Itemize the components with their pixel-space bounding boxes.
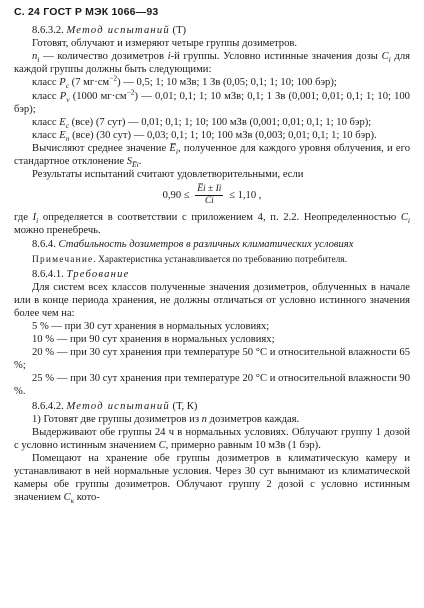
text-run: Готовят, облучают и измеряют четыре группы дозиметров. <box>32 38 298 50</box>
text-run: (1000 мг·см <box>69 90 127 102</box>
paragraph-p7 <box>14 129 410 142</box>
text-run: 1) Готовят две группы дозиметров из <box>32 413 202 425</box>
formula-left: 0,90 ≤ <box>162 190 193 202</box>
text-run: i <box>37 55 40 65</box>
text-run: i <box>388 55 391 65</box>
text-run: P <box>59 90 67 102</box>
text-run: i <box>407 216 410 226</box>
text-run: Метод испытаний <box>66 400 170 412</box>
text-run: . <box>138 156 142 168</box>
text-run: C <box>158 439 166 451</box>
paragraph-q2 <box>14 238 410 251</box>
text-run: можно пренебречь. <box>14 225 101 237</box>
text-run: Вычисляют среднее значение <box>32 142 170 154</box>
text-run: класс <box>32 90 60 102</box>
paragraph-p4 <box>14 73 410 91</box>
text-run: (все) (7 сут) — 0,01; 0,1; 1; 10; 100 мЗв (0,001; 0,01; 0,1; 1; 10 бэр); <box>69 116 372 128</box>
acceptance-formula <box>14 184 410 207</box>
text-run: класс <box>32 129 60 141</box>
text-run: Требование <box>66 268 130 280</box>
formula-right: ≤ 1,10 , <box>229 190 262 202</box>
text-run: к <box>70 496 75 506</box>
paragraph-q4 <box>14 268 410 281</box>
text-run: n <box>65 133 70 143</box>
text-run: E̅ <box>169 142 176 154</box>
paragraph-q5 <box>14 281 410 320</box>
text-run: 5 % — при 30 сут хранения в нормальных условиях; <box>32 320 270 332</box>
paragraph-q3 <box>14 254 410 267</box>
text-run: , полученное для каждого уровня облучения, и его стандартное отклонение <box>14 142 410 168</box>
text-run: E <box>59 116 66 128</box>
text-run: S <box>126 156 133 168</box>
text-run: , примерно равным 10 мЗв (1 бэр). <box>165 439 321 451</box>
paragraph-q6 <box>14 320 410 333</box>
text-run: i <box>175 147 178 157</box>
text-run: Результаты испытаний считают удовлетворительными, если <box>32 169 304 181</box>
text-run: 25 % — при 30 сут хранения при температуре 20 °С и относительной влажности 90 %. <box>14 373 410 398</box>
text-run: определяется в соответствии с приложением 4, п. 2.2. Неопределенностью <box>38 212 401 224</box>
page-header: С. 24 ГОСТ Р МЭК 1066—93 <box>14 6 159 18</box>
text-run: -й группы. Условно истинные значения дозы <box>170 51 382 63</box>
text-run: (Т, К) <box>169 400 198 412</box>
paragraph-p3 <box>14 50 410 76</box>
text-run: кото- <box>74 492 100 504</box>
text-run: 8.6.4.1. <box>32 268 67 280</box>
paragraph-p8 <box>14 142 410 168</box>
text-run: . Характеристика устанавливается по требованию потребителя. <box>93 254 347 265</box>
text-run: c <box>65 81 70 91</box>
paragraph-p2 <box>14 37 410 50</box>
text-run: Стабильность дозиметров в различных климатических условиях <box>58 239 354 251</box>
text-run: Метод испытаний <box>66 25 170 37</box>
text-run: (7 мг·см <box>69 77 110 89</box>
paragraph-q9 <box>14 372 410 398</box>
text-block-upper <box>14 24 410 181</box>
text-run: — количество дозиметров <box>39 51 168 63</box>
paragraph-q11 <box>14 413 410 426</box>
paragraph-q12 <box>14 426 410 452</box>
paragraph-q13 <box>14 452 410 504</box>
text-run: E̅i <box>132 160 139 170</box>
text-run: c <box>65 120 70 130</box>
paragraph-p9 <box>14 168 410 181</box>
text-run: C <box>381 51 389 63</box>
text-run: P <box>59 77 66 89</box>
paragraph-q8 <box>14 346 410 372</box>
text-run: −2 <box>126 87 135 97</box>
formula-numerator: E̅i ± Ii <box>197 184 222 195</box>
text-run: C <box>63 492 71 504</box>
text-block-lower <box>14 211 410 504</box>
text-run: I <box>32 212 37 224</box>
text-run: класс <box>32 116 60 128</box>
text-run: Для систем всех классов полученные значения дозиметров, облученных в начале или в конце периода хранения, не должны отличаться от условно истинного значения более чем на: <box>14 281 410 319</box>
text-run: n <box>32 51 38 63</box>
text-run: C <box>400 212 408 224</box>
text-run: класс <box>32 77 60 89</box>
text-run: 8.6.4. <box>32 239 59 251</box>
paragraph-p6 <box>14 116 410 129</box>
text-run: Помещают на хранение обе группы дозиметров в климатическую камеру и устанавливают в ней нормальные условия. Через 30 сут вынимают из климатической камеры обе группы дозиметров. Облучают группу 2 дозой с условно истинным значением <box>14 452 410 504</box>
formula-fraction <box>195 184 223 207</box>
paragraph-p1 <box>14 24 410 37</box>
text-run: где <box>14 212 33 224</box>
text-run: i <box>167 51 171 63</box>
text-run: для каждой группы должны быть следующими: <box>14 51 410 76</box>
text-run: ) — 0,01; 0,1; 1; 10 мЗв; 0,1; 1 Зв (0,001; 0,01; 0,1; 1; 10; 100 бэр); <box>14 90 410 115</box>
text-run: (Т) <box>169 25 187 37</box>
text-run: дозиметров каждая. <box>206 413 300 425</box>
text-run: n <box>201 413 207 425</box>
paragraph-q1 <box>14 211 410 237</box>
text-run: ) — 0,5; 1; 10 мЗв; 1 Зв (0,05; 0,1; 1; 10; 100 бэр); <box>117 77 337 89</box>
text-run: E <box>59 129 66 141</box>
text-run: −2 <box>109 73 118 83</box>
text-run: 8.6.3.2. <box>32 25 67 37</box>
text-run: Выдерживают обе группы 24 ч в нормальных условиях. Облучают группу 1 дозой с условно истинным значением <box>14 426 410 451</box>
paragraph-q7 <box>14 333 410 346</box>
text-run: Примечание <box>32 254 94 265</box>
text-run: i <box>36 216 39 226</box>
paragraph-p5 <box>14 87 410 116</box>
formula-denominator: Ci <box>204 196 214 207</box>
text-run: 8.6.4.2. <box>32 400 67 412</box>
text-run: 10 % — при 90 сут хранения в нормальных условиях; <box>32 334 275 346</box>
text-run: v <box>66 94 70 104</box>
text-run: 20 % — при 30 сут хранения при температуре 50 °С и относительной влажности 65 %; <box>14 347 410 372</box>
text-run: (все) (30 сут) — 0,03; 0,1; 1; 10; 100 мЗв (0,003; 0,01; 0,1; 1; 10 бэр). <box>69 129 377 141</box>
paragraph-q10 <box>14 400 410 413</box>
